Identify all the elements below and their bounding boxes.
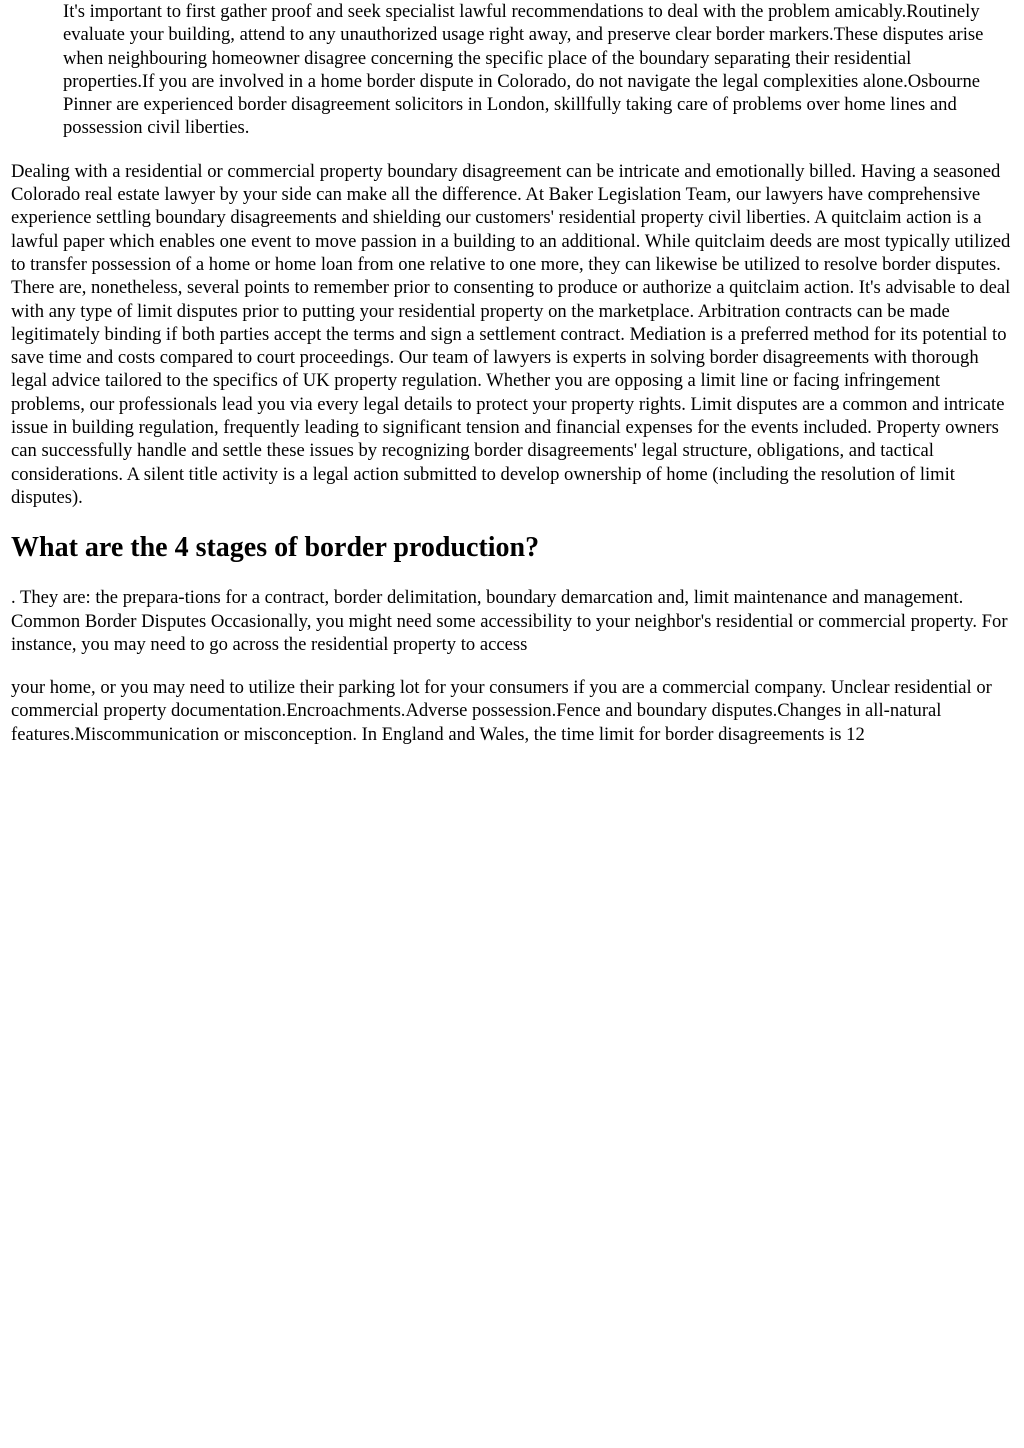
intro-blockquote: It's important to first gather proof and seek specialist lawful recommendations to deal with the problem amicably.Routinely evaluate your building, attend to any unauthorized usage right away, and preserve clear border markers.These disputes arise when neighbouring homeowner disagree concerning the specific place of the boundary separating their residential properties.If you are involved in a home border dispute in Colorado, do not navigate the legal complexities alone.Osbourne Pinner are experienced border disagreement solicitors in London, skillfully taking care of problems over home lines and possession civil liberties. [63, 1, 984, 139]
section-heading: What are the 4 stages of border production? [11, 532, 540, 564]
body-paragraph-3: your home, or you may need to utilize their parking lot for your consumers if you are a commercial company. Unclear residential or commercial property documentation.Encroachments.Adverse possession.Fence and boundary disputes.Changes in all-natural features.Miscommunication or misconception. In England and Wales, the time limit for border disagreements is 12 [11, 677, 992, 745]
body-paragraph-2: . They are: the prepara-tions for a contract, border delimitation, boundary demarcation and, limit maintenance and management. Common Border Disputes Occasionally, you might need some accessibility to your neighbor's residential or commercial property. For instance, you may need to go across the residential property to access [11, 587, 1008, 655]
body-paragraph-1: Dealing with a residential or commercial property boundary disagreement can be intricate and emotionally billed. Having a seasoned Colorado real estate lawyer by your side can make all the difference. At Baker Legislation Team, our lawyers have comprehensive experience settling boundary disagreements and shielding our customers' residential property civil liberties. A quitclaim action is a lawful paper which enables one event to move passion in a building to an additional. While quitclaim deeds are most typically utilized to transfer possession of a home or home loan from one relative to one more, they can likewise be utilized to resolve border disputes. There are, nonetheless, several points to remember prior to consenting to produce or authorize a quitclaim action. It's advisable to deal with any type of limit disputes prior to putting your residential property on the marketplace. Arbitration contracts can be made legitimately binding if both parties accept the terms and sign a settlement contract. Mediation is a preferred method for its potential to save time and costs compared to court proceedings. Our team of lawyers is experts in solving border disagreements with thorough legal advice tailored to the specifics of UK property regulation. Whether you are opposing a limit line or facing infringement problems, our professionals lead you via every legal details to protect your property rights. Limit disputes are a common and intricate issue in building regulation, frequently leading to significant tension and financial expenses for the events included. Property owners can successfully handle and settle these issues by recognizing border disagreements' legal structure, obligations, and tactical considerations. A silent title activity is a legal action submitted to develop ownership of home (including the resolution of limit disputes). [11, 160, 1011, 508]
